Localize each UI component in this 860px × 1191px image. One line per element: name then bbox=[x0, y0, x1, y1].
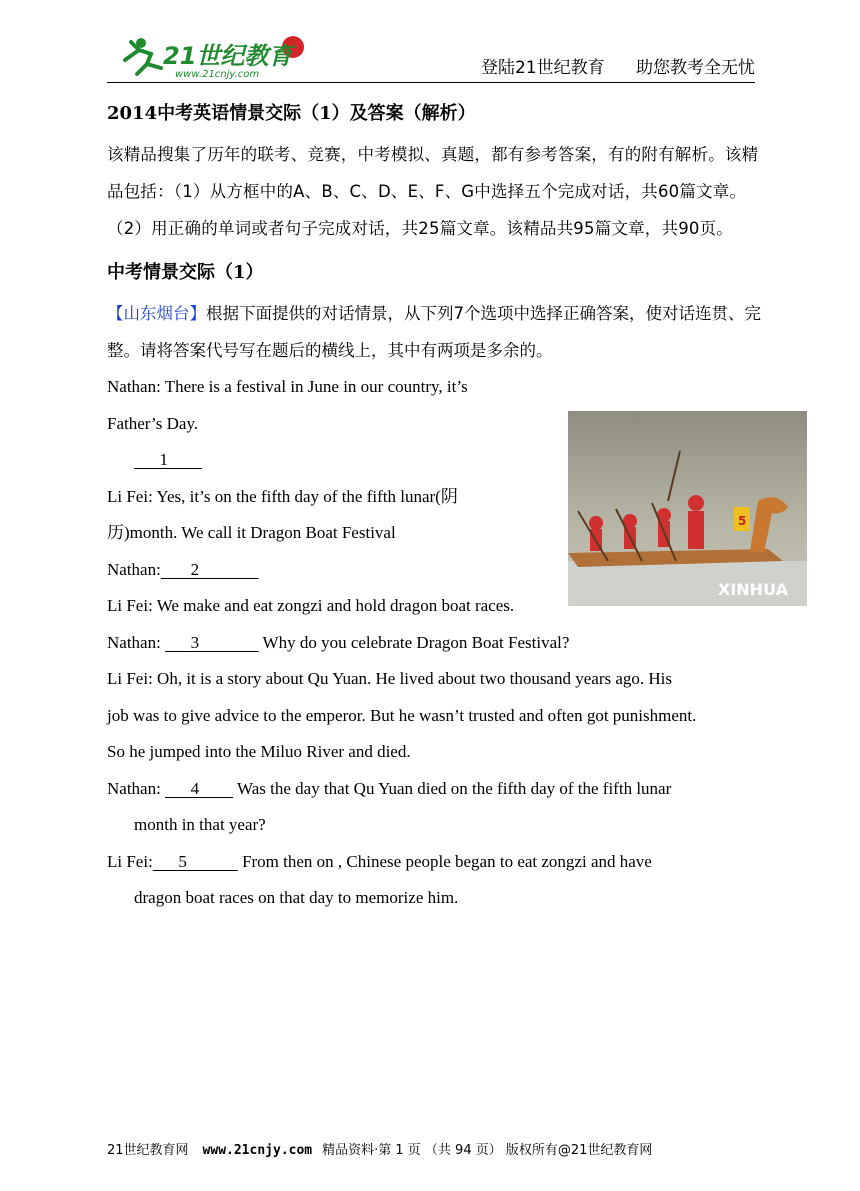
footer-page-info: 精品资料·第 1 页 （共 94 页） 版权所有@21世纪教育网 bbox=[322, 1143, 653, 1158]
answer-blank-4[interactable]: 4 bbox=[190, 778, 200, 798]
answer-blank-1[interactable]: 1 bbox=[159, 450, 168, 469]
dragon-boat-photo bbox=[568, 411, 807, 606]
logo-url: www.21cnjy.com bbox=[175, 69, 260, 80]
dialogue-line: Nathan: There is a festival in June in our country, it’s bbox=[107, 377, 468, 396]
dialogue-line: dragon boat races on that day to memorize him. bbox=[134, 888, 459, 907]
dialogue-line-2: Nathan: 2 bbox=[107, 552, 767, 589]
section-title: 中考情景交际（1） bbox=[107, 262, 264, 283]
dialogue-line-4: Nathan: 4 Was the day that Qu Yuan died on the fifth day of the fifth lunar bbox=[107, 771, 767, 808]
dialogue-line: 历)month. We call it Dragon Boat Festival bbox=[107, 523, 396, 542]
slogan-right: 助您教考全无忧 bbox=[636, 58, 755, 78]
footer-url[interactable]: www.21cnjy.com bbox=[202, 1143, 313, 1158]
dialogue-line: Li Fei: Yes, it’s on the fifth day of the fifth lunar(阴 bbox=[107, 486, 458, 506]
boat-number: 5 bbox=[738, 514, 747, 528]
page-footer bbox=[107, 1139, 652, 1158]
location-tag: 【山东烟台】 bbox=[107, 304, 206, 323]
dialogue-line: So he jumped into the Miluo River and died. bbox=[107, 742, 411, 761]
document-title: 2014中考英语情景交际（1）及答案（解析） bbox=[107, 103, 476, 124]
dialogue-line-3: Nathan: 3 Why do you celebrate Dragon Boat Festival? bbox=[107, 625, 767, 662]
dialogue-line-5: Li Fei: 5 From then on , Chinese people began to eat zongzi and have bbox=[107, 844, 767, 881]
answer-blank-2[interactable]: 2 bbox=[190, 559, 200, 579]
slogan-left: 登陆21世纪教育 bbox=[480, 58, 605, 78]
dialogue-line: Father’s Day. bbox=[107, 413, 199, 433]
instructions bbox=[107, 295, 767, 369]
answer-blank-5[interactable]: 5 bbox=[178, 851, 187, 871]
header-slogan bbox=[455, 53, 755, 78]
answer-blank-3[interactable]: 3 bbox=[190, 632, 200, 652]
site-logo bbox=[117, 30, 317, 80]
photo-watermark: XINHUA bbox=[718, 580, 788, 599]
instructions-text: 根据下面提供的对话情景，从下列7个选项中选择正确答案，使对话连贯、完整。请将答案代号写在题后的横线上，其中有两项是多余的。 bbox=[107, 304, 761, 360]
footer-site: 21世纪教育网 bbox=[107, 1143, 189, 1158]
dialogue-line: Li Fei: We make and eat zongzi and hold dragon boat races. bbox=[107, 596, 515, 615]
logo-text: 21世纪教育 bbox=[163, 42, 293, 70]
document-intro: 该精品搜集了历年的联考、竞赛，中考模拟、真题，都有参考答案，有的附有解析。该精品包括：（1）从方框中的A、B、C、D、E、F、G中选择五个完成对话，共60篇文章。（2）用正确的单词或者句子完成对话，共25篇文章。该精品共95篇文章，共90页。 bbox=[107, 145, 759, 238]
dialogue-line: month in that year? bbox=[134, 815, 266, 834]
dialogue-line: Li Fei: Oh, it is a story about Qu Yuan. He lived about two thousand years ago. His bbox=[107, 669, 673, 688]
dialogue-line: job was to give advice to the emperor. But he wasn’t trusted and often got punishment. bbox=[107, 705, 697, 725]
page-header bbox=[107, 30, 755, 83]
runner-icon bbox=[125, 38, 161, 74]
